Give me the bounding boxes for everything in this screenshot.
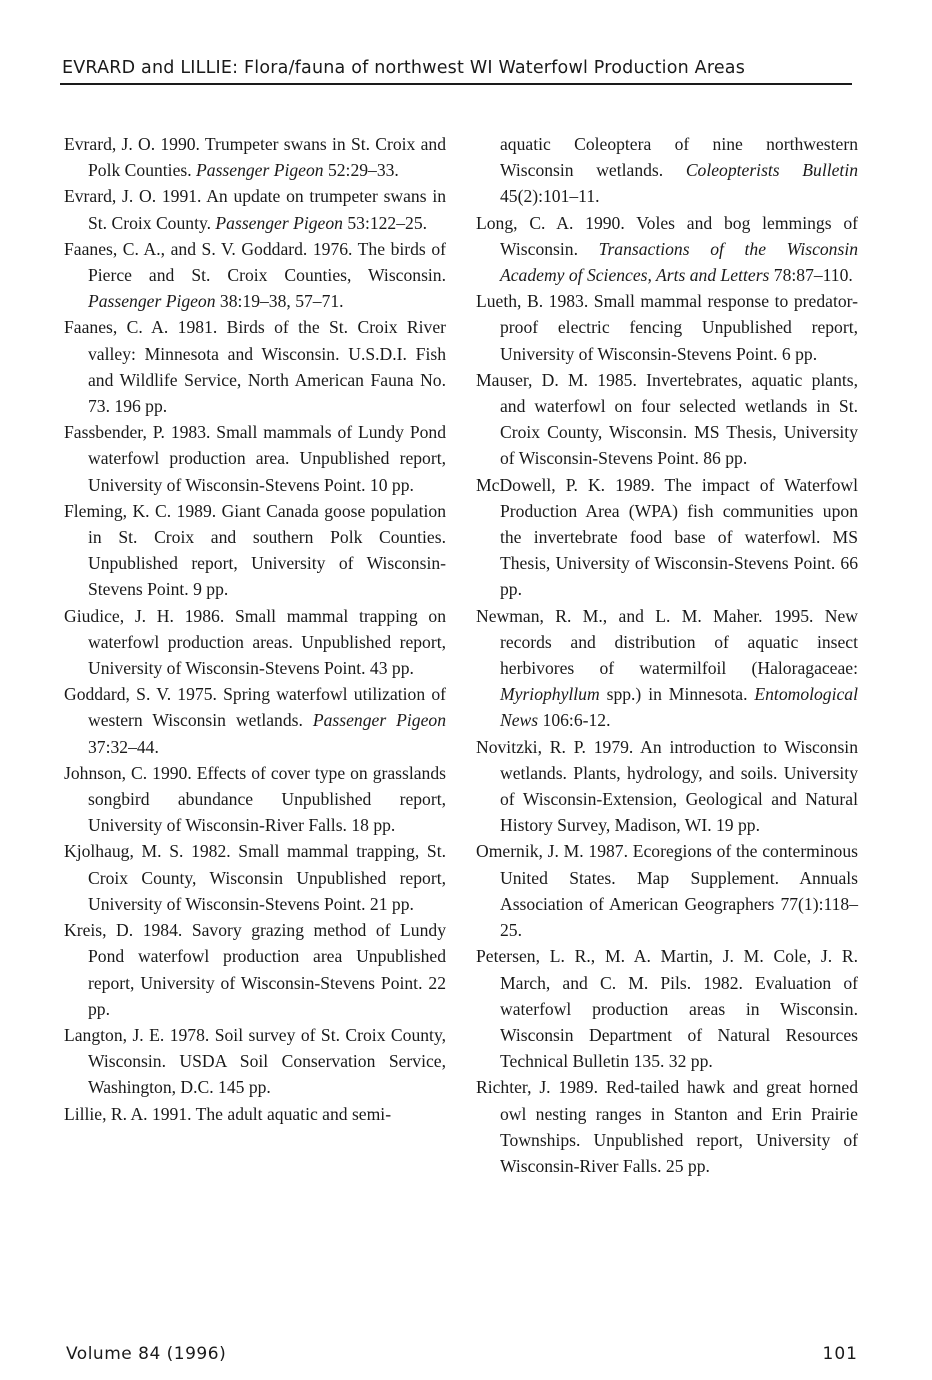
reference-entry: Fleming, K. C. 1989. Giant Canada goose population in St. Croix and southern Polk Counties. Unpublished report, University of Wisconsin-Stevens Point. 9 pp.	[64, 500, 446, 600]
reference-entry: Faanes, C. A. 1981. Birds of the St. Croix River valley: Minnesota and Wisconsin. U.S.D.I. Fish and Wildlife Service, North American Fauna No. 73. 196 pp.	[64, 317, 446, 417]
reference-entry: Lillie, R. A. 1991. The adult aquatic and semi-	[64, 1103, 392, 1124]
reference-entry: Newman, R. M., and L. M. Maher. 1995. New records and distribution of aquatic insect herbivores of watermilfoil (Haloragaceae: Myriophyllum spp.) in Minnesota. Entomological News 106:6-12.	[476, 605, 858, 731]
references-column-left	[64, 131, 446, 1127]
reference-entry: Giudice, J. H. 1986. Small mammal trapping on waterfowl production areas. Unpublished report, University of Wisconsin-Stevens Point. 43 pp.	[64, 605, 446, 679]
reference-entry: Fassbender, P. 1983. Small mammals of Lundy Pond waterfowl production area. Unpublished report, University of Wisconsin-Stevens Point. 10 pp.	[64, 422, 446, 495]
page-number: 101	[822, 1344, 858, 1364]
reference-continuation: aquatic Coleoptera of nine northwestern Wisconsin wetlands. Coleopterists Bulletin 45(2):101–11.	[500, 134, 858, 207]
volume-label: Volume 84 (1996)	[66, 1344, 227, 1364]
reference-entry: Johnson, C. 1990. Effects of cover type on grasslands songbird abundance Unpublished report, University of Wisconsin-River Falls. 18 pp.	[64, 762, 446, 836]
reference-entry: McDowell, P. K. 1989. The impact of Waterfowl Production Area (WPA) fish communities upon the invertebrate food base of waterfowl. MS Thesis, University of Wisconsin-Stevens Point. 66 pp.	[476, 474, 858, 600]
header-rule	[60, 83, 852, 85]
reference-entry: Evrard, J. O. 1991. An update on trumpeter swans in St. Croix County. Passenger Pigeon 53:122–25.	[64, 186, 446, 233]
reference-entry: Richter, J. 1989. Red-tailed hawk and great horned owl nesting ranges in Stanton and Erin Prairie Townships. Unpublished report, University of Wisconsin-River Falls. 25 pp.	[476, 1077, 858, 1176]
reference-entry: Omernik, J. M. 1987. Ecoregions of the conterminous United States. Map Supplement. Annuals Association of American Geographers 77(1):118–25.	[476, 841, 858, 941]
reference-entry: Kreis, D. 1984. Savory grazing method of Lundy Pond waterfowl production area Unpublished report, University of Wisconsin-Stevens Point. 22 pp.	[64, 920, 446, 1019]
reference-entry: Mauser, D. M. 1985. Invertebrates, aquatic plants, and waterfowl on four selected wetlands in St. Croix County, Wisconsin. MS Thesis, University of Wisconsin-Stevens Point. 86 pp.	[476, 369, 858, 469]
running-title: EVRARD and LILLIE: Flora/fauna of northwest WI Waterfowl Production Areas	[62, 58, 746, 78]
reference-entry: Evrard, J. O. 1990. Trumpeter swans in St. Croix and Polk Counties. Passenger Pigeon 52:29–33.	[64, 134, 446, 181]
reference-entry: Goddard, S. V. 1975. Spring waterfowl utilization of western Wisconsin wetlands. Passenger Pigeon 37:32–44.	[64, 684, 446, 757]
references-column-right	[476, 131, 858, 1179]
reference-entry: Petersen, L. R., M. A. Martin, J. M. Cole, J. R. March, and C. M. Pils. 1982. Evaluation of waterfowl production areas in Wisconsin. Wisconsin Department of Natural Resources Technical Bulletin 135. 32 pp.	[476, 946, 858, 1072]
reference-entry: Langton, J. E. 1978. Soil survey of St. Croix County, Wisconsin. USDA Soil Conservation Service, Washington, D.C. 145 pp.	[64, 1024, 446, 1098]
reference-entry: Novitzki, R. P. 1979. An introduction to Wisconsin wetlands. Plants, hydrology, and soils. University of Wisconsin-Extension, Geological and Natural History Survey, Madison, WI. 19 pp.	[476, 736, 858, 836]
reference-entry: Faanes, C. A., and S. V. Goddard. 1976. The birds of Pierce and St. Croix Counties, Wisconsin. Passenger Pigeon 38:19–38, 57–71.	[64, 238, 446, 312]
reference-entry: Long, C. A. 1990. Voles and bog lemmings of Wisconsin. Transactions of the Wisconsin Academy of Sciences, Arts and Letters 78:87–110.	[476, 212, 859, 286]
reference-entry: Kjolhaug, M. S. 1982. Small mammal trapping, St. Croix County, Wisconsin Unpublished report, University of Wisconsin-Stevens Point. 21 pp.	[64, 841, 446, 914]
reference-entry: Lueth, B. 1983. Small mammal response to predator-proof electric fencing Unpublished report, University of Wisconsin-Stevens Point. 6 pp.	[476, 291, 858, 364]
